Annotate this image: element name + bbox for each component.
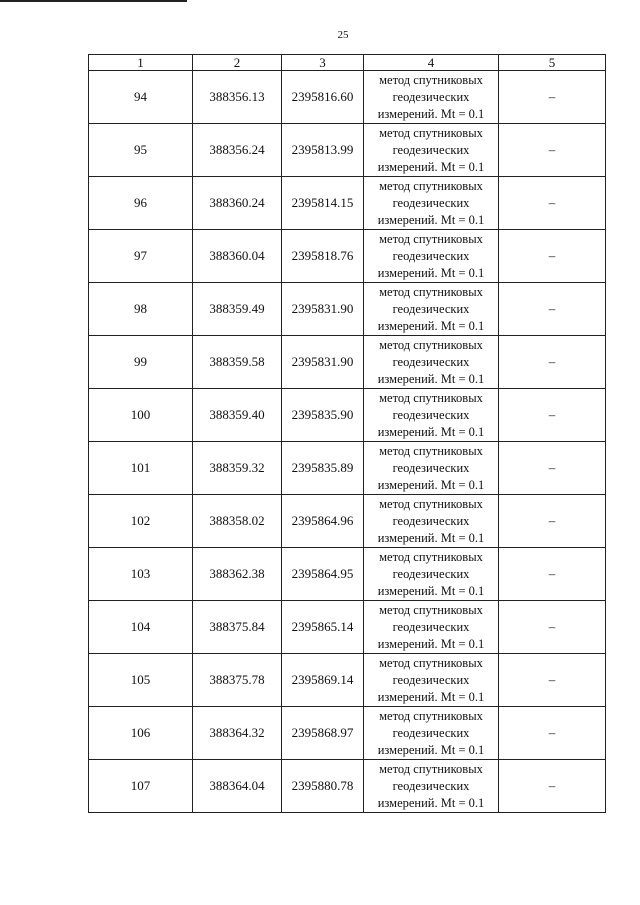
method-cell: [364, 760, 499, 813]
table-row: [89, 177, 606, 230]
table-row: [89, 336, 606, 389]
method-line: геодезических: [392, 566, 470, 581]
note-cell: –: [499, 230, 606, 283]
x-coordinate-cell: 388356.24: [193, 124, 282, 177]
page-number: 25: [337, 29, 349, 41]
point-number-cell: 101: [89, 442, 193, 495]
method-line: измерений. Mt = 0.1: [377, 212, 485, 227]
y-coordinate-cell: 2395868.97: [282, 707, 364, 760]
y-coordinate-cell: 2395869.14: [282, 654, 364, 707]
method-line: метод спутниковых: [379, 496, 483, 511]
x-coordinate-cell: 388359.40: [193, 389, 282, 442]
header-col-4: 4: [364, 55, 499, 71]
x-coordinate-cell: 388364.32: [193, 707, 282, 760]
y-coordinate-cell: 2395864.95: [282, 548, 364, 601]
x-coordinate-cell: 388359.32: [193, 442, 282, 495]
table-row: [89, 442, 606, 495]
method-line: метод спутниковых: [379, 708, 483, 723]
method-line: геодезических: [392, 407, 470, 422]
method-line: измерений. Mt = 0.1: [377, 636, 485, 651]
table-row: [89, 760, 606, 813]
note-cell: –: [499, 283, 606, 336]
table-row: [89, 283, 606, 336]
method-cell: [364, 389, 499, 442]
method-cell: [364, 654, 499, 707]
y-coordinate-cell: 2395835.89: [282, 442, 364, 495]
method-line: геодезических: [392, 619, 470, 634]
point-number-cell: 96: [89, 177, 193, 230]
method-line: измерений. Mt = 0.1: [377, 689, 485, 704]
method-line: метод спутниковых: [379, 390, 483, 405]
header-col-5: 5: [499, 55, 606, 71]
note-cell: –: [499, 124, 606, 177]
x-coordinate-cell: 388356.13: [193, 71, 282, 124]
method-cell: [364, 124, 499, 177]
method-line: метод спутниковых: [379, 178, 483, 193]
method-cell: [364, 601, 499, 654]
method-line: метод спутниковых: [379, 72, 483, 87]
table-row: [89, 654, 606, 707]
note-cell: –: [499, 495, 606, 548]
method-cell: [364, 548, 499, 601]
x-coordinate-cell: 388359.49: [193, 283, 282, 336]
note-cell: –: [499, 548, 606, 601]
method-line: измерений. Mt = 0.1: [377, 795, 485, 810]
note-cell: –: [499, 654, 606, 707]
method-line: геодезических: [392, 195, 470, 210]
header-row: [89, 55, 606, 71]
table-row: [89, 124, 606, 177]
y-coordinate-cell: 2395831.90: [282, 336, 364, 389]
method-line: измерений. Mt = 0.1: [377, 583, 485, 598]
method-line: измерений. Mt = 0.1: [377, 424, 485, 439]
y-coordinate-cell: 2395813.99: [282, 124, 364, 177]
point-number-cell: 97: [89, 230, 193, 283]
method-line: геодезических: [392, 725, 470, 740]
point-number-cell: 103: [89, 548, 193, 601]
method-line: измерений. Mt = 0.1: [377, 530, 485, 545]
x-coordinate-cell: 388362.38: [193, 548, 282, 601]
y-coordinate-cell: 2395818.76: [282, 230, 364, 283]
table-row: [89, 601, 606, 654]
method-cell: [364, 71, 499, 124]
y-coordinate-cell: 2395865.14: [282, 601, 364, 654]
coordinates-table: [88, 54, 606, 813]
y-coordinate-cell: 2395880.78: [282, 760, 364, 813]
method-line: метод спутниковых: [379, 655, 483, 670]
method-line: метод спутниковых: [379, 443, 483, 458]
table-row: [89, 71, 606, 124]
note-cell: –: [499, 442, 606, 495]
note-cell: –: [499, 71, 606, 124]
x-coordinate-cell: 388358.02: [193, 495, 282, 548]
method-cell: [364, 442, 499, 495]
method-cell: [364, 495, 499, 548]
note-cell: –: [499, 601, 606, 654]
note-cell: –: [499, 177, 606, 230]
method-line: геодезических: [392, 354, 470, 369]
method-line: измерений. Mt = 0.1: [377, 318, 485, 333]
y-coordinate-cell: 2395816.60: [282, 71, 364, 124]
x-coordinate-cell: 388375.84: [193, 601, 282, 654]
point-number-cell: 99: [89, 336, 193, 389]
point-number-cell: 104: [89, 601, 193, 654]
point-number-cell: 100: [89, 389, 193, 442]
method-line: геодезических: [392, 248, 470, 263]
method-line: геодезических: [392, 89, 470, 104]
x-coordinate-cell: 388359.58: [193, 336, 282, 389]
method-line: метод спутниковых: [379, 549, 483, 564]
y-coordinate-cell: 2395835.90: [282, 389, 364, 442]
method-line: геодезических: [392, 142, 470, 157]
method-line: метод спутниковых: [379, 337, 483, 352]
note-cell: –: [499, 760, 606, 813]
method-cell: [364, 177, 499, 230]
method-line: измерений. Mt = 0.1: [377, 159, 485, 174]
table-row: [89, 548, 606, 601]
y-coordinate-cell: 2395831.90: [282, 283, 364, 336]
method-line: измерений. Mt = 0.1: [377, 371, 485, 386]
point-number-cell: 95: [89, 124, 193, 177]
method-cell: [364, 283, 499, 336]
note-cell: –: [499, 336, 606, 389]
method-line: геодезических: [392, 513, 470, 528]
method-line: метод спутниковых: [379, 761, 483, 776]
header-col-3: 3: [282, 55, 364, 71]
table-row: [89, 389, 606, 442]
point-number-cell: 105: [89, 654, 193, 707]
table-row: [89, 230, 606, 283]
method-line: геодезических: [392, 460, 470, 475]
method-cell: [364, 336, 499, 389]
method-line: измерений. Mt = 0.1: [377, 106, 485, 121]
method-line: метод спутниковых: [379, 284, 483, 299]
point-number-cell: 106: [89, 707, 193, 760]
x-coordinate-cell: 388375.78: [193, 654, 282, 707]
method-line: измерений. Mt = 0.1: [377, 742, 485, 757]
x-coordinate-cell: 388360.24: [193, 177, 282, 230]
x-coordinate-cell: 388360.04: [193, 230, 282, 283]
top-rule: [0, 0, 187, 2]
note-cell: –: [499, 707, 606, 760]
method-cell: [364, 707, 499, 760]
method-cell: [364, 230, 499, 283]
method-line: геодезических: [392, 301, 470, 316]
point-number-cell: 94: [89, 71, 193, 124]
method-line: измерений. Mt = 0.1: [377, 477, 485, 492]
method-line: геодезических: [392, 778, 470, 793]
x-coordinate-cell: 388364.04: [193, 760, 282, 813]
method-line: метод спутниковых: [379, 602, 483, 617]
point-number-cell: 102: [89, 495, 193, 548]
y-coordinate-cell: 2395864.96: [282, 495, 364, 548]
table-row: [89, 495, 606, 548]
method-line: метод спутниковых: [379, 125, 483, 140]
table-row: [89, 707, 606, 760]
point-number-cell: 98: [89, 283, 193, 336]
method-line: геодезических: [392, 672, 470, 687]
header-col-1: 1: [89, 55, 193, 71]
y-coordinate-cell: 2395814.15: [282, 177, 364, 230]
note-cell: –: [499, 389, 606, 442]
point-number-cell: 107: [89, 760, 193, 813]
method-line: метод спутниковых: [379, 231, 483, 246]
header-col-2: 2: [193, 55, 282, 71]
method-line: измерений. Mt = 0.1: [377, 265, 485, 280]
